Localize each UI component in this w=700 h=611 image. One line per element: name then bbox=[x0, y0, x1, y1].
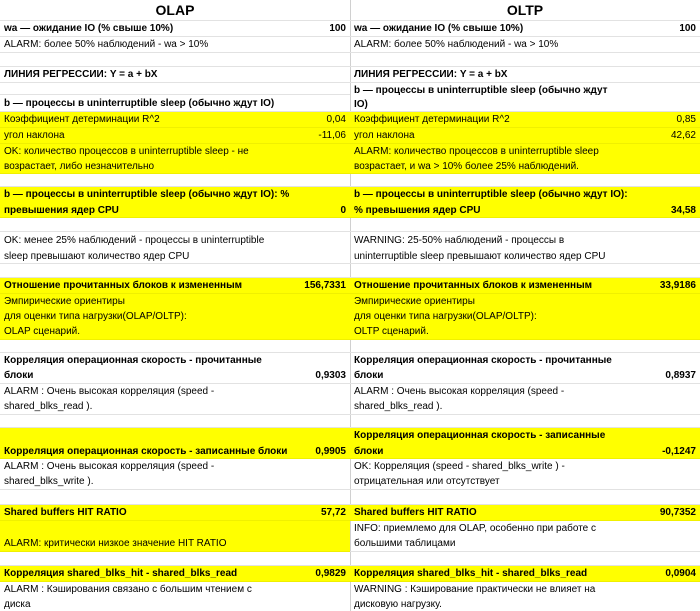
olap-empty-row[interactable] bbox=[0, 490, 350, 505]
olap-hitcorr-note-2: диска bbox=[4, 599, 31, 610]
oltp-corr-read-title-2: блоки bbox=[354, 370, 384, 381]
olap-b-title-row[interactable] bbox=[0, 95, 350, 112]
oltp-r2-label: Коэффициент детерминации R^2 bbox=[354, 114, 510, 125]
olap-header bbox=[0, 0, 350, 21]
olap-corr-read-note-row[interactable] bbox=[0, 384, 350, 415]
oltp-wa-alarm: ALARM: более 50% наблюдений - wa > 10% bbox=[354, 39, 559, 50]
olap-corr-read-title-2: блоки bbox=[4, 370, 34, 381]
oltp-hitcorr-note-1: WARNING : Кэширование практически не влияет на bbox=[354, 584, 596, 595]
olap-hit-title: Shared buffers HIT RATIO bbox=[4, 507, 127, 518]
olap-corr-write-note-2: shared_blks_write ). bbox=[4, 476, 94, 487]
olap-empty-row[interactable] bbox=[0, 552, 350, 566]
oltp-corr-read-note-2: shared_blks_read ). bbox=[354, 401, 443, 412]
olap-bcpu-note-2: sleep превышают количество ядер CPU bbox=[4, 251, 190, 262]
olap-b-note-2: возрастает, либо незначительно bbox=[4, 161, 155, 172]
oltp-hit-note-2: большими таблицами bbox=[354, 538, 456, 549]
olap-ratio-note-row[interactable] bbox=[0, 294, 350, 340]
olap-hit-note: ALARM: критически низкое значение HIT RATIO bbox=[4, 538, 227, 549]
olap-hit-note-row[interactable] bbox=[0, 521, 350, 552]
oltp-corr-write-title-1: Корреляция операционная скорость - записанные bbox=[354, 430, 606, 441]
oltp-hitcorr-value: 0,0904 bbox=[665, 568, 696, 579]
olap-r2-row[interactable] bbox=[0, 112, 350, 128]
oltp-empty-row[interactable] bbox=[350, 415, 700, 428]
olap-hitcorr-row[interactable] bbox=[0, 566, 350, 582]
olap-corr-write-note-1: ALARM : Очень высокая корреляция (speed - bbox=[4, 461, 215, 472]
oltp-corr-write-value: -0,1247 bbox=[662, 446, 696, 457]
oltp-hitcorr-note-2: дисковую нагрузку. bbox=[354, 599, 442, 610]
olap-bcpu-note-1: OK: менее 25% наблюдений - процессы в uninterruptible bbox=[4, 235, 265, 246]
oltp-wa-row[interactable] bbox=[350, 21, 700, 37]
olap-wa-alarm-row[interactable] bbox=[0, 37, 350, 53]
oltp-ratio-value: 33,9186 bbox=[659, 280, 696, 291]
olap-hitcorr-value: 0,9829 bbox=[315, 568, 346, 579]
oltp-b-title-1: b — процессы в uninterruptible sleep (обычно ждут bbox=[354, 85, 608, 96]
oltp-ratio-note-row[interactable] bbox=[350, 294, 700, 340]
olap-corr-write-value: 0,9905 bbox=[315, 446, 346, 457]
oltp-regression: ЛИНИЯ РЕГРЕССИИ: Y = a + bX bbox=[354, 69, 508, 80]
olap-bcpu-row[interactable] bbox=[0, 187, 350, 218]
olap-empty-row[interactable] bbox=[0, 340, 350, 353]
oltp-slope-value: 42,62 bbox=[670, 130, 696, 141]
oltp-hitcorr-note-row[interactable] bbox=[350, 582, 700, 611]
olap-empty-row[interactable] bbox=[0, 264, 350, 278]
olap-corr-write-title: Корреляция операционная скорость - записанные блоки bbox=[4, 446, 288, 457]
oltp-empty-row[interactable] bbox=[350, 340, 700, 353]
oltp-hit-note-1: INFO: приемлемо для OLAP, особенно при работе с bbox=[354, 523, 597, 534]
olap-hit-row[interactable] bbox=[0, 505, 350, 521]
oltp-slope-row[interactable] bbox=[350, 128, 700, 144]
oltp-slope-label: угол наклона bbox=[354, 130, 415, 141]
oltp-corr-read-row[interactable] bbox=[350, 353, 700, 384]
olap-hit-value: 57,72 bbox=[320, 507, 346, 518]
olap-empty-row[interactable] bbox=[0, 83, 350, 95]
olap-wa-label: wa — ожидание IO (% свыше 10%) bbox=[4, 23, 174, 34]
olap-b-title: b — процессы в uninterruptible sleep (обычно ждут IO) bbox=[4, 98, 275, 109]
olap-r2-value: 0,04 bbox=[326, 114, 346, 125]
oltp-corr-read-note-1: ALARM : Очень высокая корреляция (speed - bbox=[354, 386, 565, 397]
olap-b-note-row[interactable] bbox=[0, 144, 350, 174]
olap-corr-read-row[interactable] bbox=[0, 353, 350, 384]
oltp-hitcorr-title: Корреляция shared_blks_hit - shared_blks_read bbox=[354, 568, 588, 579]
oltp-hit-title: Shared buffers HIT RATIO bbox=[354, 507, 477, 518]
olap-regression: ЛИНИЯ РЕГРЕССИИ: Y = a + bX bbox=[4, 69, 158, 80]
olap-b-note-1: OK: количество процессов в uninterruptible sleep - не bbox=[4, 146, 249, 157]
olap-slope-value: -11,06 bbox=[318, 130, 346, 141]
olap-slope-label: угол наклона bbox=[4, 130, 65, 141]
oltp-regression-row[interactable] bbox=[350, 67, 700, 83]
oltp-corr-write-note-1: OK: Корреляция (speed - shared_blks_write ) - bbox=[354, 461, 565, 472]
olap-wa-alarm: ALARM: более 50% наблюдений - wa > 10% bbox=[4, 39, 209, 50]
olap-empty-row[interactable] bbox=[0, 174, 350, 187]
oltp-ratio-row[interactable] bbox=[350, 278, 700, 294]
oltp-r2-row[interactable] bbox=[350, 112, 700, 128]
olap-ratio-row[interactable] bbox=[0, 278, 350, 294]
oltp-hitcorr-row[interactable] bbox=[350, 566, 700, 582]
oltp-bcpu-note-1: WARNING: 25-50% наблюдений - процессы в bbox=[354, 235, 565, 246]
oltp-empty-row[interactable] bbox=[350, 490, 700, 505]
oltp-bcpu-note-row[interactable] bbox=[350, 232, 700, 264]
oltp-empty-row[interactable] bbox=[350, 218, 700, 232]
olap-ratio-l3: OLAP сценарий. bbox=[4, 326, 81, 337]
olap-ratio-l1: Эмпирические ориентиры bbox=[4, 296, 125, 307]
oltp-corr-write-note-2: отрицательная или отсутствует bbox=[354, 476, 500, 487]
olap-corr-read-note-1: ALARM : Очень высокая корреляция (speed - bbox=[4, 386, 215, 397]
oltp-r2-value: 0,85 bbox=[676, 114, 696, 125]
oltp-ratio-l3: OLTP сценарий. bbox=[354, 326, 429, 337]
oltp-wa-alarm-row[interactable] bbox=[350, 37, 700, 53]
oltp-wa-value: 100 bbox=[679, 23, 696, 34]
oltp-ratio-l1: Эмпирические ориентиры bbox=[354, 296, 475, 307]
oltp-hit-note-row[interactable] bbox=[350, 521, 700, 552]
olap-corr-read-title-1: Корреляция операционная скорость - прочитанные bbox=[4, 355, 262, 366]
oltp-column bbox=[350, 0, 700, 611]
olap-hitcorr-title: Корреляция shared_blks_hit - shared_blks_read bbox=[4, 568, 238, 579]
oltp-corr-write-row[interactable] bbox=[350, 428, 700, 459]
olap-corr-read-value: 0,9303 bbox=[315, 370, 346, 381]
olap-bcpu-value: 0 bbox=[340, 205, 346, 216]
olap-corr-read-note-2: shared_blks_read ). bbox=[4, 401, 93, 412]
olap-empty-row[interactable] bbox=[0, 218, 350, 232]
olap-hitcorr-note-row[interactable] bbox=[0, 582, 350, 611]
olap-corr-write-row[interactable] bbox=[0, 428, 350, 459]
oltp-corr-write-title-2: блоки bbox=[354, 446, 384, 457]
oltp-title: OLTP bbox=[506, 2, 544, 18]
olap-empty-row[interactable] bbox=[0, 415, 350, 428]
oltp-corr-read-title-1: Корреляция операционная скорость - прочитанные bbox=[354, 355, 612, 366]
olap-r2-label: Коэффициент детерминации R^2 bbox=[4, 114, 160, 125]
oltp-b-note-row[interactable] bbox=[350, 144, 700, 174]
oltp-b-title-row[interactable] bbox=[350, 83, 700, 112]
olap-wa-value: 100 bbox=[329, 23, 346, 34]
olap-corr-write-note-row[interactable] bbox=[0, 459, 350, 490]
oltp-b-title-2: IO) bbox=[354, 99, 368, 110]
oltp-bcpu-note-2: uninterruptible sleep превышают количество ядер CPU bbox=[354, 251, 606, 262]
olap-slope-row[interactable] bbox=[0, 128, 350, 144]
oltp-corr-read-note-row[interactable] bbox=[350, 384, 700, 415]
oltp-header bbox=[350, 0, 700, 21]
olap-bcpu-note-row[interactable] bbox=[0, 232, 350, 264]
olap-hitcorr-note-1: ALARM : Кэширования связано с большим чтением с bbox=[4, 584, 252, 595]
olap-wa-row[interactable] bbox=[0, 21, 350, 37]
oltp-empty-row[interactable] bbox=[350, 264, 700, 278]
oltp-wa-label: wa — ожидание IO (% свыше 10%) bbox=[354, 23, 524, 34]
olap-ratio-title: Отношение прочитанных блоков к измененным bbox=[4, 280, 243, 291]
oltp-bcpu-value: 34,58 bbox=[670, 205, 696, 216]
olap-bcpu-title-1: b — процессы в uninterruptible sleep (обычно ждут IO): % bbox=[4, 189, 290, 200]
oltp-ratio-l2: для оценки типа нагрузки(OLAP/OLTP): bbox=[354, 311, 537, 322]
olap-ratio-value: 156,7331 bbox=[304, 280, 346, 291]
oltp-b-note-2: возрастает, и wa > 10% более 25% наблюдений. bbox=[354, 161, 579, 172]
oltp-bcpu-row[interactable] bbox=[350, 187, 700, 218]
olap-ratio-l2: для оценки типа нагрузки(OLAP/OLTP): bbox=[4, 311, 187, 322]
oltp-b-note-1: ALARM: количество процессов в uninterruptible sleep bbox=[354, 146, 599, 157]
oltp-empty-row[interactable] bbox=[350, 552, 700, 566]
oltp-corr-read-value: 0,8937 bbox=[665, 370, 696, 381]
olap-title: OLAP bbox=[155, 2, 195, 18]
oltp-corr-write-note-row[interactable] bbox=[350, 459, 700, 490]
oltp-empty-row[interactable] bbox=[350, 53, 700, 67]
oltp-empty-row[interactable] bbox=[350, 174, 700, 187]
olap-bcpu-title-2: превышения ядер CPU bbox=[4, 205, 119, 216]
oltp-bcpu-title-1: b — процессы в uninterruptible sleep (обычно ждут IO): bbox=[354, 189, 628, 200]
olap-empty-row[interactable] bbox=[0, 53, 350, 67]
oltp-bcpu-title-2: % превышения ядер CPU bbox=[354, 205, 481, 216]
oltp-ratio-title: Отношение прочитанных блоков к измененным bbox=[354, 280, 593, 291]
olap-regression-row[interactable] bbox=[0, 67, 350, 83]
oltp-hit-value: 90,7352 bbox=[659, 507, 696, 518]
oltp-hit-row[interactable] bbox=[350, 505, 700, 521]
